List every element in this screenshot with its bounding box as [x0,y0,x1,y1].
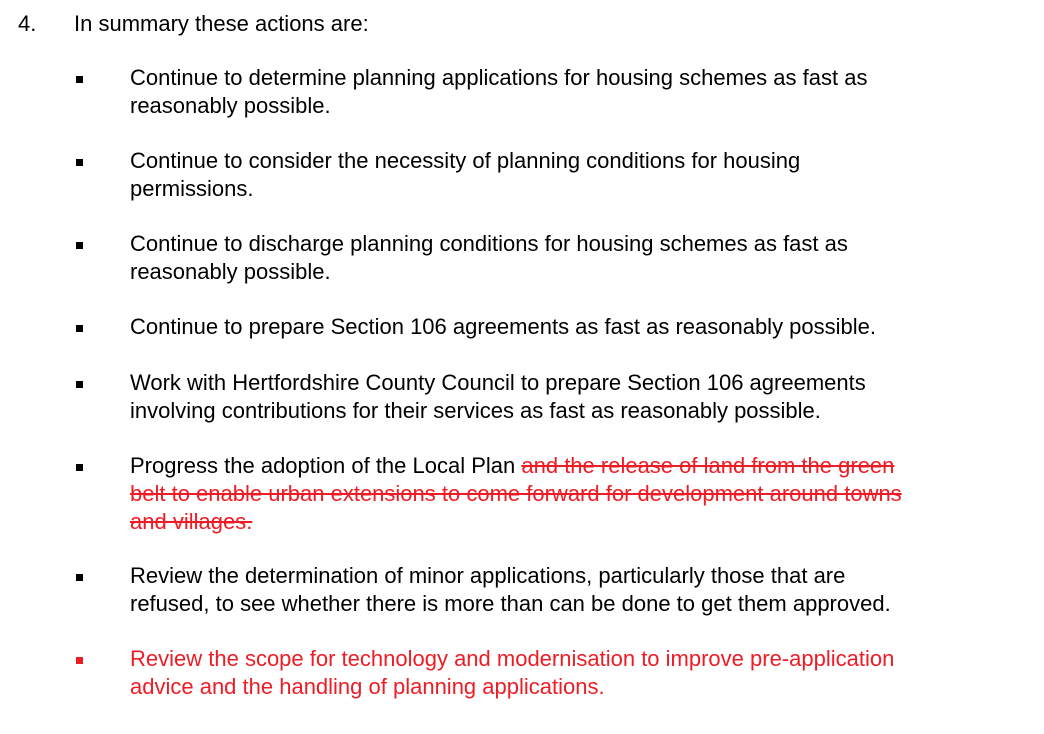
list-item-line: Continue to consider the necessity of planning conditions for housing [130,148,801,173]
list-item-text [130,147,990,203]
list-item-line: permissions. [130,176,254,201]
bullet-icon [76,464,83,471]
list-item-line: involving contributions for their services as fast as reasonably possible. [130,398,821,423]
list-item-text [130,313,990,341]
list-item-text [130,64,990,120]
list-item-line: advice and the handling of planning applications. [130,674,605,699]
deleted-text: belt to enable urban extensions to come forward for development around towns [130,481,902,506]
bullet-icon [76,657,83,664]
list-item-line: refused, to see whether there is more than can be done to get them approved. [130,591,891,616]
list-item-line: Continue to determine planning applications for housing schemes as fast as [130,65,868,90]
deleted-text: and villages. [130,509,253,534]
kept-text: Progress the adoption of the Local Plan [130,453,522,478]
list-item-line: Continue to discharge planning conditions for housing schemes as fast as [130,231,848,256]
list-item-text [130,645,990,701]
list-item-line: reasonably possible. [130,93,331,118]
list-item-line: Work with Hertfordshire County Council to prepare Section 106 agreements [130,370,866,395]
bullet-icon [76,574,83,581]
paragraph-intro: In summary these actions are: [74,11,369,36]
bullet-icon [76,159,83,166]
bullet-icon [76,242,83,249]
list-item-text [130,369,990,425]
list-item-line: Review the determination of minor applications, particularly those that are [130,563,846,588]
bullet-icon [76,325,83,332]
list-item-line: Review the scope for technology and modernisation to improve pre-application [130,646,895,671]
paragraph-number: 4. [18,11,37,36]
list-item-text [130,562,990,618]
list-item-text [130,452,990,536]
list-item-text [130,230,990,286]
bullet-icon [76,76,83,83]
deleted-text: and the release of land from the green [521,453,895,478]
list-item-line: Continue to prepare Section 106 agreements as fast as reasonably possible. [130,314,877,339]
bullet-icon [76,381,83,388]
list-item-line [130,452,990,480]
list-item-line: reasonably possible. [130,259,331,284]
